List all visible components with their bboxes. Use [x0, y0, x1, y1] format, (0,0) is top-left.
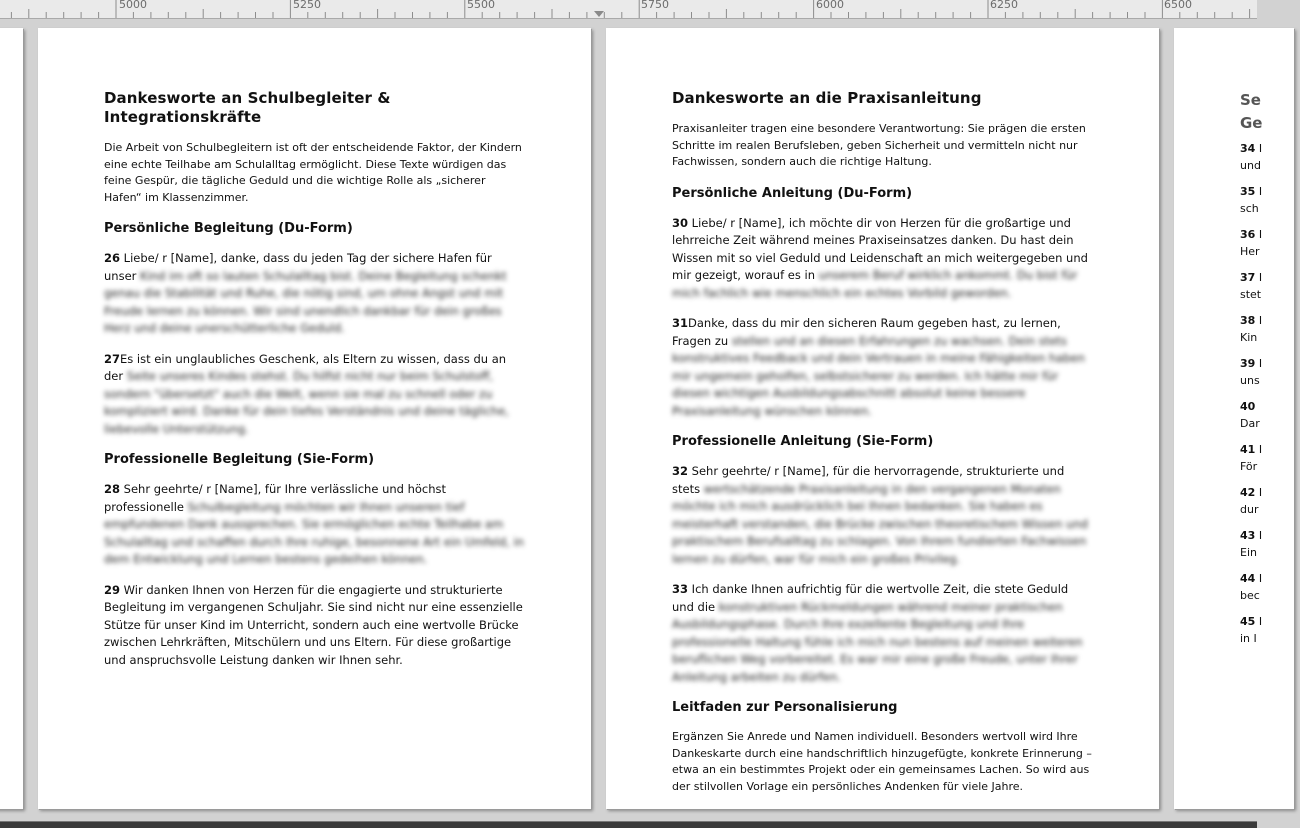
entry-26 [104, 250, 524, 338]
entry-text: Ich danke Ihnen aufrichtig für die wertvolle Zeit, die stete Geduld und die [672, 582, 1069, 614]
entry-number: 36 [1240, 228, 1256, 241]
entry-text: Sehr geehrte/ r [Name], für Ihre verlässliche und höchst professionelle [104, 482, 447, 514]
list-item [1240, 313, 1300, 346]
entry-text: I [1258, 615, 1263, 628]
page-title: Dankesworte an Schulbegleiter & Integrationskräfte [104, 89, 391, 126]
entry-text: Ein [1240, 545, 1257, 559]
list-item [1240, 614, 1300, 647]
list-item [1240, 141, 1300, 174]
section-heading-sie: Professionelle Anleitung (Sie-Form) [672, 434, 934, 449]
list-item [1240, 227, 1300, 260]
entry-text: I [1258, 142, 1263, 155]
entry-text: Kin [1240, 330, 1258, 344]
entry-number: 30 [672, 215, 689, 230]
entry-text: Es ist ein unglaubliches Geschenk, als Eltern zu wissen, dass du an der [104, 351, 507, 383]
list-item [1240, 485, 1300, 518]
ruler-label: 5250 [293, 0, 321, 11]
ruler-label: 5750 [641, 0, 669, 11]
list-item [1240, 184, 1300, 217]
page-partial-right [1174, 28, 1294, 809]
entry-number: 39 [1240, 357, 1256, 370]
list-item [1240, 399, 1300, 432]
section-heading-du: Persönliche Anleitung (Du-Form) [672, 185, 913, 201]
title-line: Ge [1240, 114, 1263, 132]
entry-31 [672, 315, 1092, 420]
entry-text: dur [1240, 502, 1259, 516]
document-canvas[interactable] [0, 19, 1263, 821]
entry-29 [104, 582, 524, 670]
page-title: Dankesworte an die Praxisanleitung [672, 89, 982, 107]
entry-text: Liebe/ r [Name], ich möchte dir von Herzen für die großartige und lehrreiche Zeit während meines Praxiseinsatzes danken. Du hast dein Wissen mit so viel Geduld und Leidenschaft an mich weitergegeben und mir gezeigt, worauf es in [672, 215, 1088, 282]
entry-text: Danke, dass du mir den sicheren Raum gegeben hast, zu lernen, Fragen zu [672, 316, 1061, 348]
ruler-ticks [0, 0, 1257, 18]
entry-number: 44 [1240, 572, 1256, 585]
entry-number: 37 [1240, 271, 1256, 284]
entry-text: I [1258, 185, 1263, 198]
entry-number: 38 [1240, 314, 1256, 327]
entry-text: in I [1240, 631, 1257, 645]
list-item [1240, 270, 1300, 303]
entry-text: Sehr geehrte/ r [Name], für die hervorragende, strukturierte und stets [672, 464, 1065, 496]
entry-30 [672, 215, 1092, 303]
entry-text: I [1258, 357, 1263, 370]
entry-text: Her [1240, 244, 1260, 258]
status-strip [0, 821, 1257, 828]
page-title [1240, 89, 1300, 135]
entry-text: sch [1240, 201, 1259, 215]
entry-text: bec [1240, 588, 1260, 602]
ruler-label: 6250 [990, 0, 1018, 11]
intro-paragraph: Die Arbeit von Schulbegleitern ist oft der entscheidende Faktor, der Kindern eine echte Teilhabe am Schulalltag ermöglicht. Diese Texte würdigen das feine Gespür, die tägliche Geduld und die wichtige Rolle als „sicherer Hafen“ im Klassenzimmer. [104, 141, 522, 204]
entry-number: 33 [672, 582, 689, 596]
entry-text: I [1258, 486, 1263, 499]
entry-text-blurred: Seite unseres Kindes stehst. Du hilfst nicht nur beim Schulstoff, sondern "übersetzt" auch die Welt, wenn sie mal zu schnell oder zu kompliziert wird. Danke für dein tiefes Verständnis und deine tägliche, liebevolle Unterstützung. [104, 369, 509, 436]
list-item [1240, 528, 1300, 561]
page-partial-left [0, 28, 23, 809]
entry-number: 40 [1240, 400, 1256, 413]
page-praxisanleitung [606, 28, 1159, 809]
list-item [1240, 356, 1300, 389]
ruler-label: 5500 [467, 0, 495, 11]
entry-32 [672, 463, 1092, 568]
entry-text: I [1258, 228, 1263, 241]
entry-list [1240, 141, 1300, 647]
entry-number: 41 [1240, 443, 1256, 456]
title-line: Se [1240, 91, 1261, 109]
entry-text: und [1240, 158, 1261, 172]
entry-text: I [1258, 271, 1263, 284]
entry-number: 35 [1240, 185, 1256, 198]
entry-number: 42 [1240, 486, 1256, 499]
ruler-label: 6500 [1164, 0, 1192, 11]
entry-number: 28 [104, 482, 121, 496]
entry-text: Wir danken Ihnen von Herzen für die engagierte und strukturierte Begleitung im vergangenen Schuljahr. Sie sind nicht nur eine essenzielle Stütze für unser Kind im Unterricht, sondern auch eine wertvolle Brücke zwischen Lehrkräften, Mitschülern und uns Eltern. Für diese großartige und anspruchsvolle Leistung danken wir Ihnen sehr. [104, 582, 523, 667]
intro-paragraph: Praxisanleiter tragen eine besondere Verantwortung: Sie prägen die ersten Schritte im realen Berufsleben, geben Sicherheit und vermitteln nicht nur Fachwissen, sondern auch die richtige Haltung. [672, 122, 1086, 168]
ruler-indent-marker[interactable] [594, 11, 604, 17]
section-heading-guide: Leitfaden zur Personalisierung [672, 700, 898, 715]
entry-number: 34 [1240, 142, 1256, 155]
entry-text: För [1240, 459, 1258, 473]
entry-number: 29 [104, 582, 121, 597]
entry-text-blurred: wertschätzende Praxisanleitung in den vergangenen Monaten möchte ich mich ausdrücklich bei Ihnen bedanken. Sie haben es meisterhaft verstanden, die Brücke zwischen theoretischem Wissen und praktischem Berufsalltag zu schlagen. Von Ihrem fundierten Fachwissen lernen zu dürfen, war für mich ein großes Privileg. [672, 481, 1088, 566]
entry-text-blurred: stellen und an diesen Erfahrungen zu wachsen. Dein stets konstruktives Feedback und dein Vertrauen in meine Fähigkeiten haben mir ungemein geholfen, selbstsicherer zu werden. Ich hätte mir für diesen wichtigen Ausbildungsabschnitt absolut keine bessere Praxisanleitung wünschen können. [672, 333, 1085, 418]
entry-number: 32 [672, 464, 689, 478]
entry-text: stet [1240, 287, 1262, 301]
section-heading-du: Persönliche Begleitung (Du-Form) [104, 221, 353, 236]
entry-text: I [1258, 314, 1263, 327]
page-schulbegleiter [38, 28, 591, 809]
entry-33 [672, 581, 1092, 686]
entry-number: 27 [104, 351, 121, 366]
entry-number: 45 [1240, 615, 1256, 628]
entry-text-blurred: unserem Beruf wirklich ankommt. Du bist für mich fachlich wie menschlich ein echtes Vorbild geworden. [672, 268, 1078, 300]
entry-text: uns [1240, 373, 1260, 387]
section-heading-sie: Professionelle Begleitung (Sie-Form) [104, 452, 375, 467]
horizontal-ruler[interactable] [0, 0, 1257, 19]
ruler-label: 5000 [119, 0, 147, 11]
entry-text: Dar [1240, 416, 1260, 430]
entry-text-blurred: Kind im oft so lauten Schulalltag bist. Deine Begleitung schenkt genau die Stabilität und Ruhe, die nötig sind, um ohne Angst und mit Freude lernen zu können. Wir sind unendlich dankbar für dein großes Herz und deine unerschütterliche Geduld. [104, 268, 507, 335]
entry-text-blurred: Schulbegleitung möchten wir Ihnen unseren tief empfundenen Dank aussprechen. Sie ermöglichen echte Teilhabe am Schulalltag und schaffen durch Ihre ruhige, besonnene Art ein Umfeld, in dem Entwicklung und Lernen bestens gedeihen können. [104, 499, 524, 566]
entry-number: 26 [104, 251, 121, 265]
entry-text: I [1258, 572, 1263, 585]
entry-text: I [1258, 529, 1263, 542]
entry-text: I [1258, 443, 1263, 456]
list-item [1240, 442, 1300, 475]
ruler-label: 6000 [816, 0, 844, 11]
guide-paragraph: Ergänzen Sie Anrede und Namen individuell. Besonders wertvoll wird Ihre Dankeskarte durch eine handschriftlich hinzugefügte, konkrete Erinnerung – etwa an ein bestimmtes Projekt oder ein gemeinsames Lachen. So wird aus der stilvollen Vorlage ein persönliches Andenken für viele Jahre. [672, 730, 1092, 793]
entry-text: Liebe/ r [Name], danke, dass du jeden Tag der sichere Hafen für unser [104, 251, 492, 283]
entry-number: 43 [1240, 529, 1256, 542]
entry-number: 31 [672, 316, 689, 330]
entry-28 [104, 481, 524, 569]
entry-27 [104, 351, 524, 439]
list-item [1240, 571, 1300, 604]
entry-text-blurred: konstruktiven Rückmeldungen während meiner praktischen Ausbildungsphase. Durch Ihre exzellente Begleitung und Ihre professionelle Haltung fühle ich mich nun bestens auf meinen weiteren beruflichen Weg vorbereitet. Es war mir eine große Freude, unter Ihrer Anleitung arbeiten zu dürfen. [672, 599, 1083, 684]
